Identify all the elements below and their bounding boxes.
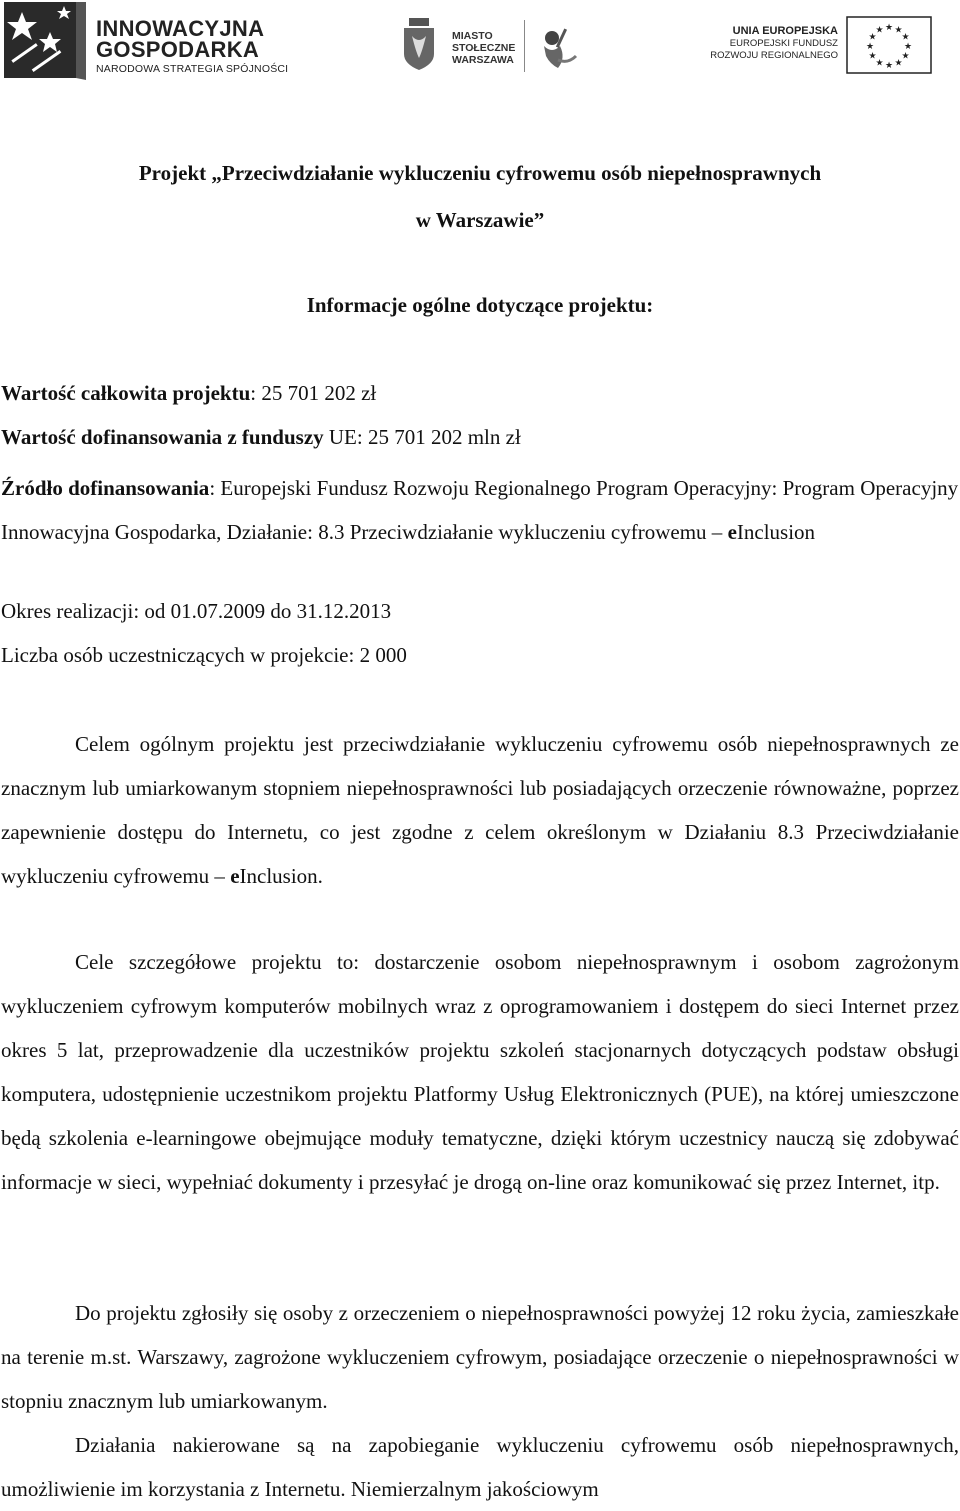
ig-flag-mark-icon <box>4 2 86 80</box>
info-label: Wartość dofinansowania z funduszy <box>1 425 324 449</box>
svg-text:★: ★ <box>884 61 894 71</box>
svg-text:★: ★ <box>868 51 877 62</box>
svg-text:★: ★ <box>901 51 910 62</box>
warszawa-logo-line1: MIASTO <box>452 30 493 42</box>
info-value: : 25 701 202 zł <box>250 381 377 405</box>
ig-logo-line3: NARODOWA STRATEGIA SPÓJNOŚCI <box>96 63 289 75</box>
info-label: Źródło dofinansowania <box>1 476 210 500</box>
warszawa-logo <box>402 12 582 76</box>
svg-text:★: ★ <box>884 23 894 33</box>
eu-logo-line3: ROZWOJU REGIONALNEGO <box>710 50 838 61</box>
document-title-line1: Projekt „Przeciwdziałanie wykluczeniu cyfrowemu osób niepełnosprawnych <box>138 161 822 185</box>
info-value-bold: e <box>727 520 737 544</box>
info-label: Wartość całkowita projektu <box>1 381 251 405</box>
document-title-line2: w Warszawie” <box>415 208 545 232</box>
info-participants: Liczba osób uczestniczących w projekcie: 2 000 <box>1 643 407 667</box>
info-funding-source <box>1 466 959 554</box>
info-period: Okres realizacji: od 01.07.2009 do 31.12.2013 <box>1 599 392 623</box>
eu-logo-line1: UNIA EUROPEJSKA <box>732 25 838 37</box>
paragraph-bold: e <box>230 864 240 888</box>
svg-text:★: ★ <box>894 25 903 36</box>
info-value: UE: 25 701 202 mln zł <box>323 425 521 449</box>
eu-flag-icon <box>846 16 932 74</box>
innowacyjna-gospodarka-logo <box>4 2 304 80</box>
paragraph-general-goal <box>1 722 959 898</box>
paragraph-text: Celem ogólnym projektu jest przeciwdziałanie wykluczeniu cyfrowemu osób niepełnosprawnych ze znacznym lub umiarkowanym stopniem niepełnosprawności lub posiadających orzeczenie równoważne, poprzez zapewnienie dostępu do Internetu, co jest zgodne z celem określonym w Działaniu 8.3 Przeciwdziałanie wykluczeniu cyfrowemu – <box>1 732 959 888</box>
ig-logo-line2: GOSPODARKA <box>96 37 260 62</box>
mermaid-emblem-icon <box>532 24 580 72</box>
svg-text:★: ★ <box>903 42 913 52</box>
svg-text:★: ★ <box>875 25 884 36</box>
paragraph-tail: Inclusion. <box>239 864 323 888</box>
paragraph-specific-goals: Cele szczegółowe projektu to: dostarczenie osobom niepełnosprawnym i osobom zagrożonym wykluczeniem cyfrowym komputerów mobilnych wraz z oprogramowaniem i dostępem do sieci Internet przez okres 5 lat, przeprowadzenie dla uczestników projektu szkoleń stacjonarnych dotyczących podstaw obsługi komputera, udostępnienie uczestnikom projektu Platformy Usług Elektronicznych (PUE), na której umieszczone będą szkolenia e-learningowe obejmujące moduły tematyczne, dzięki którym uczestnicy nauczą się zdobywać informacje w sieci, wypełniać dokumenty i przesyłać je drogą on-line oraz komunikować się przez Internet, itp. <box>1 950 959 1194</box>
svg-text:★: ★ <box>875 58 884 69</box>
section-heading: Informacje ogólne dotyczące projektu: <box>306 293 654 317</box>
svg-text:★: ★ <box>894 58 903 69</box>
eu-logo-line2: EUROPEJSKI FUNDUSZ <box>729 38 838 49</box>
svg-text:★: ★ <box>865 42 875 52</box>
info-cofinancing <box>1 424 959 450</box>
paragraph-participants: Do projektu zgłosiły się osoby z orzeczeniem o niepełnosprawności powyżej 12 roku życia, zamieszkałe na terenie m.st. Warszawy, zagrożone wykluczeniem cyfrowym, posiadające orzeczenie o niepełnosprawności w stopniu znacznym lub umiarkowanym. <box>1 1301 959 1413</box>
ig-logo-line1: INNOWACYJNA <box>96 16 265 41</box>
warszawa-logo-line3: WARSZAWA <box>452 54 514 66</box>
warszawa-logo-line2: STOŁECZNE <box>452 42 516 54</box>
paragraph-actions: Działania nakierowane są na zapobieganie wykluczeniu cyfrowemu osób niepełnosprawnych, umożliwienie im korzystania z Internetu. Niemierzalnym jakościowym <box>1 1433 959 1501</box>
info-value: : Europejski Fundusz Rozwoju Regionalnego Program Operacyjny: Program Operacyjny Innowacyjna Gospodarka, Działanie: 8.3 Przeciwdziałanie wykluczeniu cyfrowemu – <box>1 476 959 544</box>
svg-text:★: ★ <box>868 32 877 43</box>
logo-bar <box>0 0 960 90</box>
svg-text:★: ★ <box>901 32 910 43</box>
info-value-tail: Inclusion <box>736 520 816 544</box>
unia-europejska-logo <box>700 14 940 76</box>
logo-divider <box>524 20 525 72</box>
info-total-value <box>1 380 959 406</box>
warsaw-crest-icon <box>402 18 436 70</box>
